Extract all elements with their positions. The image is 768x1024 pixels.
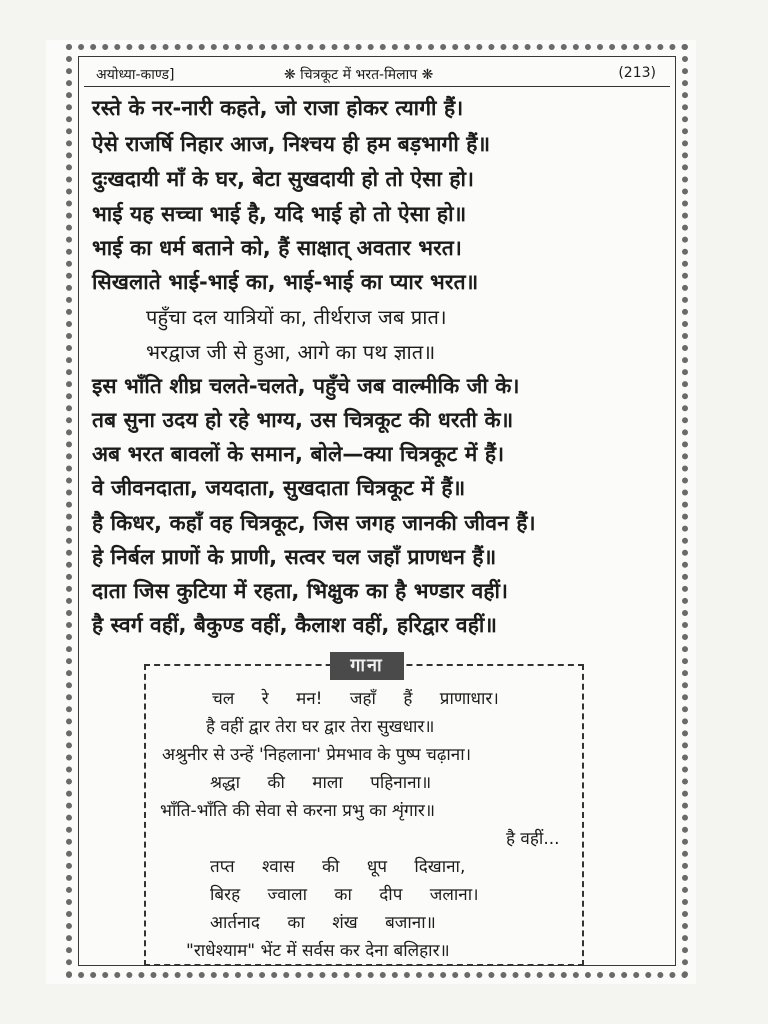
song-line: चल रे मन! जहाँ हैं प्राणाधार।	[212, 689, 499, 709]
chapter-name: अयोध्या-काण्ड]	[96, 67, 175, 83]
song-line: है वहीं...	[506, 829, 560, 849]
verse-line: है स्वर्ग वहीं, बैकुण्ड वहीं, कैलाश वहीं, हरिद्वार वहीं॥	[92, 613, 498, 637]
verse-line: है किधर, कहाँ वह चित्रकूट, जिस जगह जानकी जीवन हैं।	[92, 511, 536, 535]
verse-line: भरद्वाज जी से हुआ, आगे का पथ ज्ञात॥	[146, 340, 436, 364]
page-number: (213)	[618, 65, 656, 81]
song-line: बिरह ज्वाला का दीप जलाना।	[210, 885, 479, 905]
verse-line: ऐसे राजर्षि निहार आज, निश्चय ही हम बड़भागी हैं॥	[92, 132, 491, 156]
verse-line: भाई का धर्म बताने को, हैं साक्षात् अवतार भरत।	[92, 236, 462, 260]
running-header	[84, 62, 670, 87]
verse-line: भाई यह सच्चा भाई है, यदि भाई हो तो ऐसा हो॥	[92, 202, 467, 226]
song-line: तप्त श्वास की धूप दिखाना,	[210, 857, 466, 877]
song-line: है वहीं द्वार तेरा घर द्वार तेरा सुखधार॥	[206, 717, 435, 737]
verse-line: दुःखदायी माँ के घर, बेटा सुखदायी हो तो ऐसा हो।	[92, 167, 475, 191]
verse-line: तब सुना उदय हो रहे भाग्य, उस चित्रकूट की धरती के॥	[92, 408, 514, 432]
verse-line: पहुँचा दल यात्रियों का, तीर्थराज जब प्रात।	[146, 305, 447, 329]
song-line: "राधेश्याम" भेंट में सर्वस कर देना बलिहार॥	[186, 941, 450, 961]
verse-line: अब भरत बावलों के समान, बोले—क्या चित्रकूट में हैं।	[92, 442, 505, 466]
verse-line: सिखलाते भाई-भाई का, भाई-भाई का प्यार भरत॥	[92, 270, 479, 294]
verse-line: हे निर्बल प्राणों के प्राणी, सत्वर चल जहाँ प्राणधन हैं॥	[92, 545, 497, 569]
song-line: श्रद्धा की माला पहिनाना॥	[210, 773, 432, 793]
song-title: गाना	[330, 652, 404, 680]
verse-line: वे जीवनदाता, जयदाता, सुखदाता चित्रकूट में हैं॥	[92, 476, 466, 500]
song-line: आर्तनाद का शंख बजाना॥	[210, 913, 436, 933]
section-title: ❋ चित्रकूट में भरत-मिलाप ❋	[284, 67, 434, 83]
verse-line: रस्ते के नर-नारी कहते, जो राजा होकर त्यागी हैं।	[92, 96, 464, 120]
song-line: भाँति-भाँति की सेवा से करना प्रभु का शृंगार॥	[160, 801, 436, 821]
verse-line: इस भाँति शीघ्र चलते-चलते, पहुँचे जब वाल्मीकि जी के।	[92, 374, 520, 398]
verse-line: दाता जिस कुटिया में रहता, भिक्षुक का है भण्डार वहीं।	[92, 579, 509, 603]
song-line: अश्रुनीर से उन्हें 'निहलाना' प्रेमभाव के पुष्प चढ़ाना।	[162, 745, 472, 765]
